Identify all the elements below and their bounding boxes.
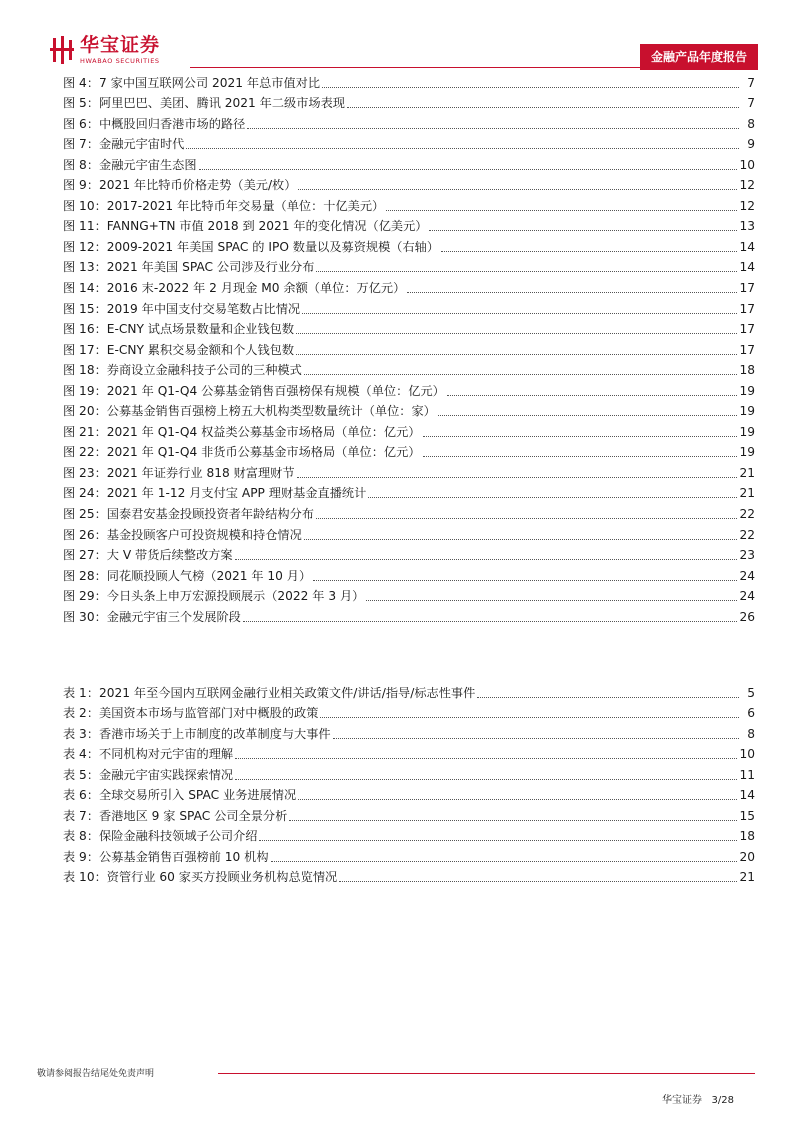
table-entry[interactable] bbox=[63, 744, 755, 765]
table-entry-page: 6 bbox=[739, 704, 755, 723]
figure-entry-page: 19 bbox=[737, 443, 755, 462]
table-entry-page: 14 bbox=[737, 786, 755, 805]
footer-page-info bbox=[662, 1091, 734, 1106]
figure-entry-page: 10 bbox=[737, 156, 755, 175]
figure-entry-label: 图 25：国泰君安基金投顾投资者年龄结构分布 bbox=[63, 505, 316, 524]
figure-entry-label: 图 23：2021 年证券行业 818 财富理财节 bbox=[63, 464, 297, 483]
figure-entry-page: 8 bbox=[739, 115, 755, 134]
figure-entry[interactable] bbox=[63, 154, 755, 175]
figure-entry[interactable] bbox=[63, 586, 755, 607]
figure-entry-label: 图 4：7 家中国互联网公司 2021 年总市值对比 bbox=[63, 74, 322, 93]
figure-entry-label: 图 19：2021 年 Q1-Q4 公募基金销售百强榜保有规模（单位：亿元） bbox=[63, 382, 447, 401]
figure-entry-page: 19 bbox=[737, 382, 755, 401]
table-list bbox=[63, 682, 755, 887]
dot-leader bbox=[247, 128, 739, 129]
table-entry-page: 5 bbox=[739, 684, 755, 703]
figure-entry[interactable] bbox=[63, 134, 755, 155]
dot-leader bbox=[313, 580, 737, 581]
figure-entry-page: 13 bbox=[737, 217, 755, 236]
table-entry[interactable] bbox=[63, 703, 755, 724]
dot-leader bbox=[298, 189, 737, 190]
figure-entry-label: 图 11：FANNG+TN 市值 2018 到 2021 年的变化情况（亿美元） bbox=[63, 217, 429, 236]
dot-leader bbox=[243, 621, 738, 622]
table-entry-page: 10 bbox=[737, 745, 755, 764]
figure-entry-label: 图 18：券商设立金融科技子公司的三种模式 bbox=[63, 361, 304, 380]
figure-entry-page: 12 bbox=[737, 176, 755, 195]
dot-leader bbox=[271, 861, 738, 862]
figure-entry[interactable] bbox=[63, 72, 755, 93]
table-entry-label: 表 5：金融元宇宙实践探索情况 bbox=[63, 766, 235, 785]
figure-entry-label: 图 8：金融元宇宙生态图 bbox=[63, 156, 199, 175]
figure-entry-page: 14 bbox=[737, 238, 755, 257]
figure-entry-label: 图 21：2021 年 Q1-Q4 权益类公募基金市场格局（单位：亿元） bbox=[63, 423, 423, 442]
brand-name-en: HWABAO SECURITIES bbox=[80, 57, 160, 65]
figure-entry[interactable] bbox=[63, 257, 755, 278]
table-entry-page: 11 bbox=[737, 766, 755, 785]
figure-entry-page: 17 bbox=[737, 320, 755, 339]
figure-entry-label: 图 5：阿里巴巴、美团、腾讯 2021 年二级市场表现 bbox=[63, 94, 347, 113]
table-entry-label: 表 6：全球交易所引入 SPAC 业务进展情况 bbox=[63, 786, 298, 805]
table-entry-page: 21 bbox=[737, 868, 755, 887]
figure-entry-page: 7 bbox=[739, 94, 755, 113]
figure-entry[interactable] bbox=[63, 277, 755, 298]
figure-entry-label: 图 22：2021 年 Q1-Q4 非货币公募基金市场格局（单位：亿元） bbox=[63, 443, 423, 462]
figure-entry-label: 图 15：2019 年中国支付交易笔数占比情况 bbox=[63, 300, 302, 319]
dot-leader bbox=[235, 779, 737, 780]
figure-entry[interactable] bbox=[63, 401, 755, 422]
table-entry-label: 表 1：2021 年至今国内互联网金融行业相关政策文件/讲话/指导/标志性事件 bbox=[63, 684, 477, 703]
dot-leader bbox=[438, 415, 738, 416]
footer-company: 华宝证券 bbox=[662, 1095, 702, 1106]
table-entry-label: 表 8：保险金融科技领域子公司介绍 bbox=[63, 827, 259, 846]
dot-leader bbox=[259, 840, 737, 841]
figure-entry[interactable] bbox=[63, 606, 755, 627]
figure-entry-label: 图 26：基金投顾客户可投资规模和持仓情况 bbox=[63, 526, 304, 545]
dot-leader bbox=[322, 87, 739, 88]
figure-entry[interactable] bbox=[63, 565, 755, 586]
figure-entry[interactable] bbox=[63, 236, 755, 257]
table-entry[interactable] bbox=[63, 682, 755, 703]
figure-entry-label: 图 13：2021 年美国 SPAC 公司涉及行业分布 bbox=[63, 258, 316, 277]
figure-entry[interactable] bbox=[63, 442, 755, 463]
figure-entry-label: 图 14：2016 末-2022 年 2 月现金 M0 余额（单位：万亿元） bbox=[63, 279, 407, 298]
figure-entry[interactable] bbox=[63, 545, 755, 566]
dot-leader bbox=[447, 395, 738, 396]
figure-entry-page: 22 bbox=[737, 526, 755, 545]
brand-name: 华宝证券 bbox=[80, 34, 161, 56]
figure-entry[interactable] bbox=[63, 503, 755, 524]
figure-entry-page: 14 bbox=[737, 258, 755, 277]
figure-entry-page: 26 bbox=[737, 608, 755, 627]
figure-entry[interactable] bbox=[63, 339, 755, 360]
header-divider bbox=[190, 67, 640, 68]
figure-entry[interactable] bbox=[63, 113, 755, 134]
figure-entry[interactable] bbox=[63, 216, 755, 237]
dot-leader bbox=[320, 717, 739, 718]
hwabao-logo-icon bbox=[50, 36, 74, 64]
figure-entry-page: 7 bbox=[739, 74, 755, 93]
figure-entry-label: 图 17：E-CNY 累积交易金额和个人钱包数 bbox=[63, 341, 296, 360]
figure-entry-label: 图 10：2017-2021 年比特币年交易量（单位：十亿美元） bbox=[63, 197, 386, 216]
figure-entry-label: 图 6：中概股回归香港市场的路径 bbox=[63, 115, 247, 134]
figure-entry-label: 图 30：金融元宇宙三个发展阶段 bbox=[63, 608, 243, 627]
figure-entry-page: 17 bbox=[737, 300, 755, 319]
figure-entry[interactable] bbox=[63, 421, 755, 442]
figure-entry-page: 9 bbox=[739, 135, 755, 154]
dot-leader bbox=[339, 881, 737, 882]
report-type-tag: 金融产品年度报告 bbox=[640, 44, 758, 70]
figure-entry-label: 图 16：E-CNY 试点场景数量和企业钱包数 bbox=[63, 320, 296, 339]
figure-entry-label: 图 9：2021 年比特币价格走势（美元/枚） bbox=[63, 176, 298, 195]
dot-leader bbox=[477, 697, 739, 698]
figure-entry-label: 图 12：2009-2021 年美国 SPAC 的 IPO 数量以及募资规模（右轴） bbox=[63, 238, 441, 257]
figure-entry-page: 17 bbox=[737, 279, 755, 298]
figure-entry[interactable] bbox=[63, 298, 755, 319]
dot-leader bbox=[386, 210, 737, 211]
figure-entry-label: 图 28：同花顺投顾人气榜（2021 年 10 月） bbox=[63, 567, 313, 586]
figure-entry-page: 19 bbox=[737, 423, 755, 442]
figure-entry-page: 18 bbox=[737, 361, 755, 380]
figure-entry-label: 图 20：公募基金销售百强榜上榜五大机构类型数量统计（单位：家） bbox=[63, 402, 438, 421]
table-entry[interactable] bbox=[63, 764, 755, 785]
figure-entry-page: 17 bbox=[737, 341, 755, 360]
figure-entry-label: 图 7：金融元宇宙时代 bbox=[63, 135, 186, 154]
dot-leader bbox=[235, 758, 737, 759]
dot-leader bbox=[366, 600, 737, 601]
figure-entry[interactable] bbox=[63, 195, 755, 216]
table-entry[interactable] bbox=[63, 723, 755, 744]
figure-entry-page: 24 bbox=[737, 567, 755, 586]
dot-leader bbox=[304, 539, 738, 540]
table-entry[interactable] bbox=[63, 826, 755, 847]
table-entry-label: 表 4：不同机构对元宇宙的理解 bbox=[63, 745, 235, 764]
table-entry[interactable] bbox=[63, 785, 755, 806]
page-number: 3/28 bbox=[711, 1095, 735, 1106]
dot-leader bbox=[429, 230, 737, 231]
dot-leader bbox=[298, 799, 737, 800]
table-entry-label: 表 9：公募基金销售百强榜前 10 机构 bbox=[63, 848, 271, 867]
figure-entry[interactable] bbox=[63, 483, 755, 504]
figure-entry-page: 21 bbox=[737, 464, 755, 483]
dot-leader bbox=[407, 292, 737, 293]
dot-leader bbox=[199, 169, 738, 170]
table-entry-page: 8 bbox=[739, 725, 755, 744]
dot-leader bbox=[423, 456, 738, 457]
dot-leader bbox=[368, 497, 737, 498]
dot-leader bbox=[316, 518, 738, 519]
footer-divider bbox=[218, 1073, 755, 1074]
figure-entry-page: 24 bbox=[737, 587, 755, 606]
table-entry[interactable] bbox=[63, 867, 755, 888]
table-entry-label: 表 7：香港地区 9 家 SPAC 公司全景分析 bbox=[63, 807, 289, 826]
figure-entry-page: 23 bbox=[737, 546, 755, 565]
table-entry[interactable] bbox=[63, 805, 755, 826]
page-header bbox=[0, 0, 793, 70]
figure-entry[interactable] bbox=[63, 175, 755, 196]
figure-entry-label: 图 27：大 V 带货后续整改方案 bbox=[63, 546, 235, 565]
dot-leader bbox=[297, 477, 738, 478]
table-entry[interactable] bbox=[63, 846, 755, 867]
figure-entry[interactable] bbox=[63, 93, 755, 114]
dot-leader bbox=[296, 333, 737, 334]
figure-entry-page: 19 bbox=[737, 402, 755, 421]
dot-leader bbox=[441, 251, 737, 252]
figure-entry[interactable] bbox=[63, 380, 755, 401]
table-entry-label: 表 10：资管行业 60 家买方投顾业务机构总览情况 bbox=[63, 868, 339, 887]
figure-entry-page: 12 bbox=[737, 197, 755, 216]
disclaimer-note: 敬请参阅报告结尾处免责声明 bbox=[37, 1069, 155, 1079]
figure-entry[interactable] bbox=[63, 462, 755, 483]
table-entry-page: 20 bbox=[737, 848, 755, 867]
table-entry-label: 表 3：香港市场关于上市制度的改革制度与大事件 bbox=[63, 725, 333, 744]
figure-entry-label: 图 29：今日头条上申万宏源投顾展示（2022 年 3 月） bbox=[63, 587, 366, 606]
dot-leader bbox=[304, 374, 738, 375]
dot-leader bbox=[423, 436, 738, 437]
figure-entry[interactable] bbox=[63, 319, 755, 340]
figure-entry-page: 21 bbox=[737, 484, 755, 503]
figure-entry-page: 22 bbox=[737, 505, 755, 524]
table-entry-label: 表 2：美国资本市场与监管部门对中概股的政策 bbox=[63, 704, 320, 723]
dot-leader bbox=[333, 738, 739, 739]
figure-entry-label: 图 24：2021 年 1-12 月支付宝 APP 理财基金直播统计 bbox=[63, 484, 368, 503]
dot-leader bbox=[296, 354, 737, 355]
dot-leader bbox=[302, 313, 737, 314]
table-entry-page: 15 bbox=[737, 807, 755, 826]
dot-leader bbox=[186, 148, 739, 149]
dot-leader bbox=[316, 271, 737, 272]
dot-leader bbox=[235, 559, 738, 560]
table-entry-page: 18 bbox=[737, 827, 755, 846]
figure-entry[interactable] bbox=[63, 360, 755, 381]
dot-leader bbox=[347, 107, 739, 108]
figure-entry[interactable] bbox=[63, 524, 755, 545]
figure-list bbox=[63, 72, 755, 627]
dot-leader bbox=[289, 820, 737, 821]
